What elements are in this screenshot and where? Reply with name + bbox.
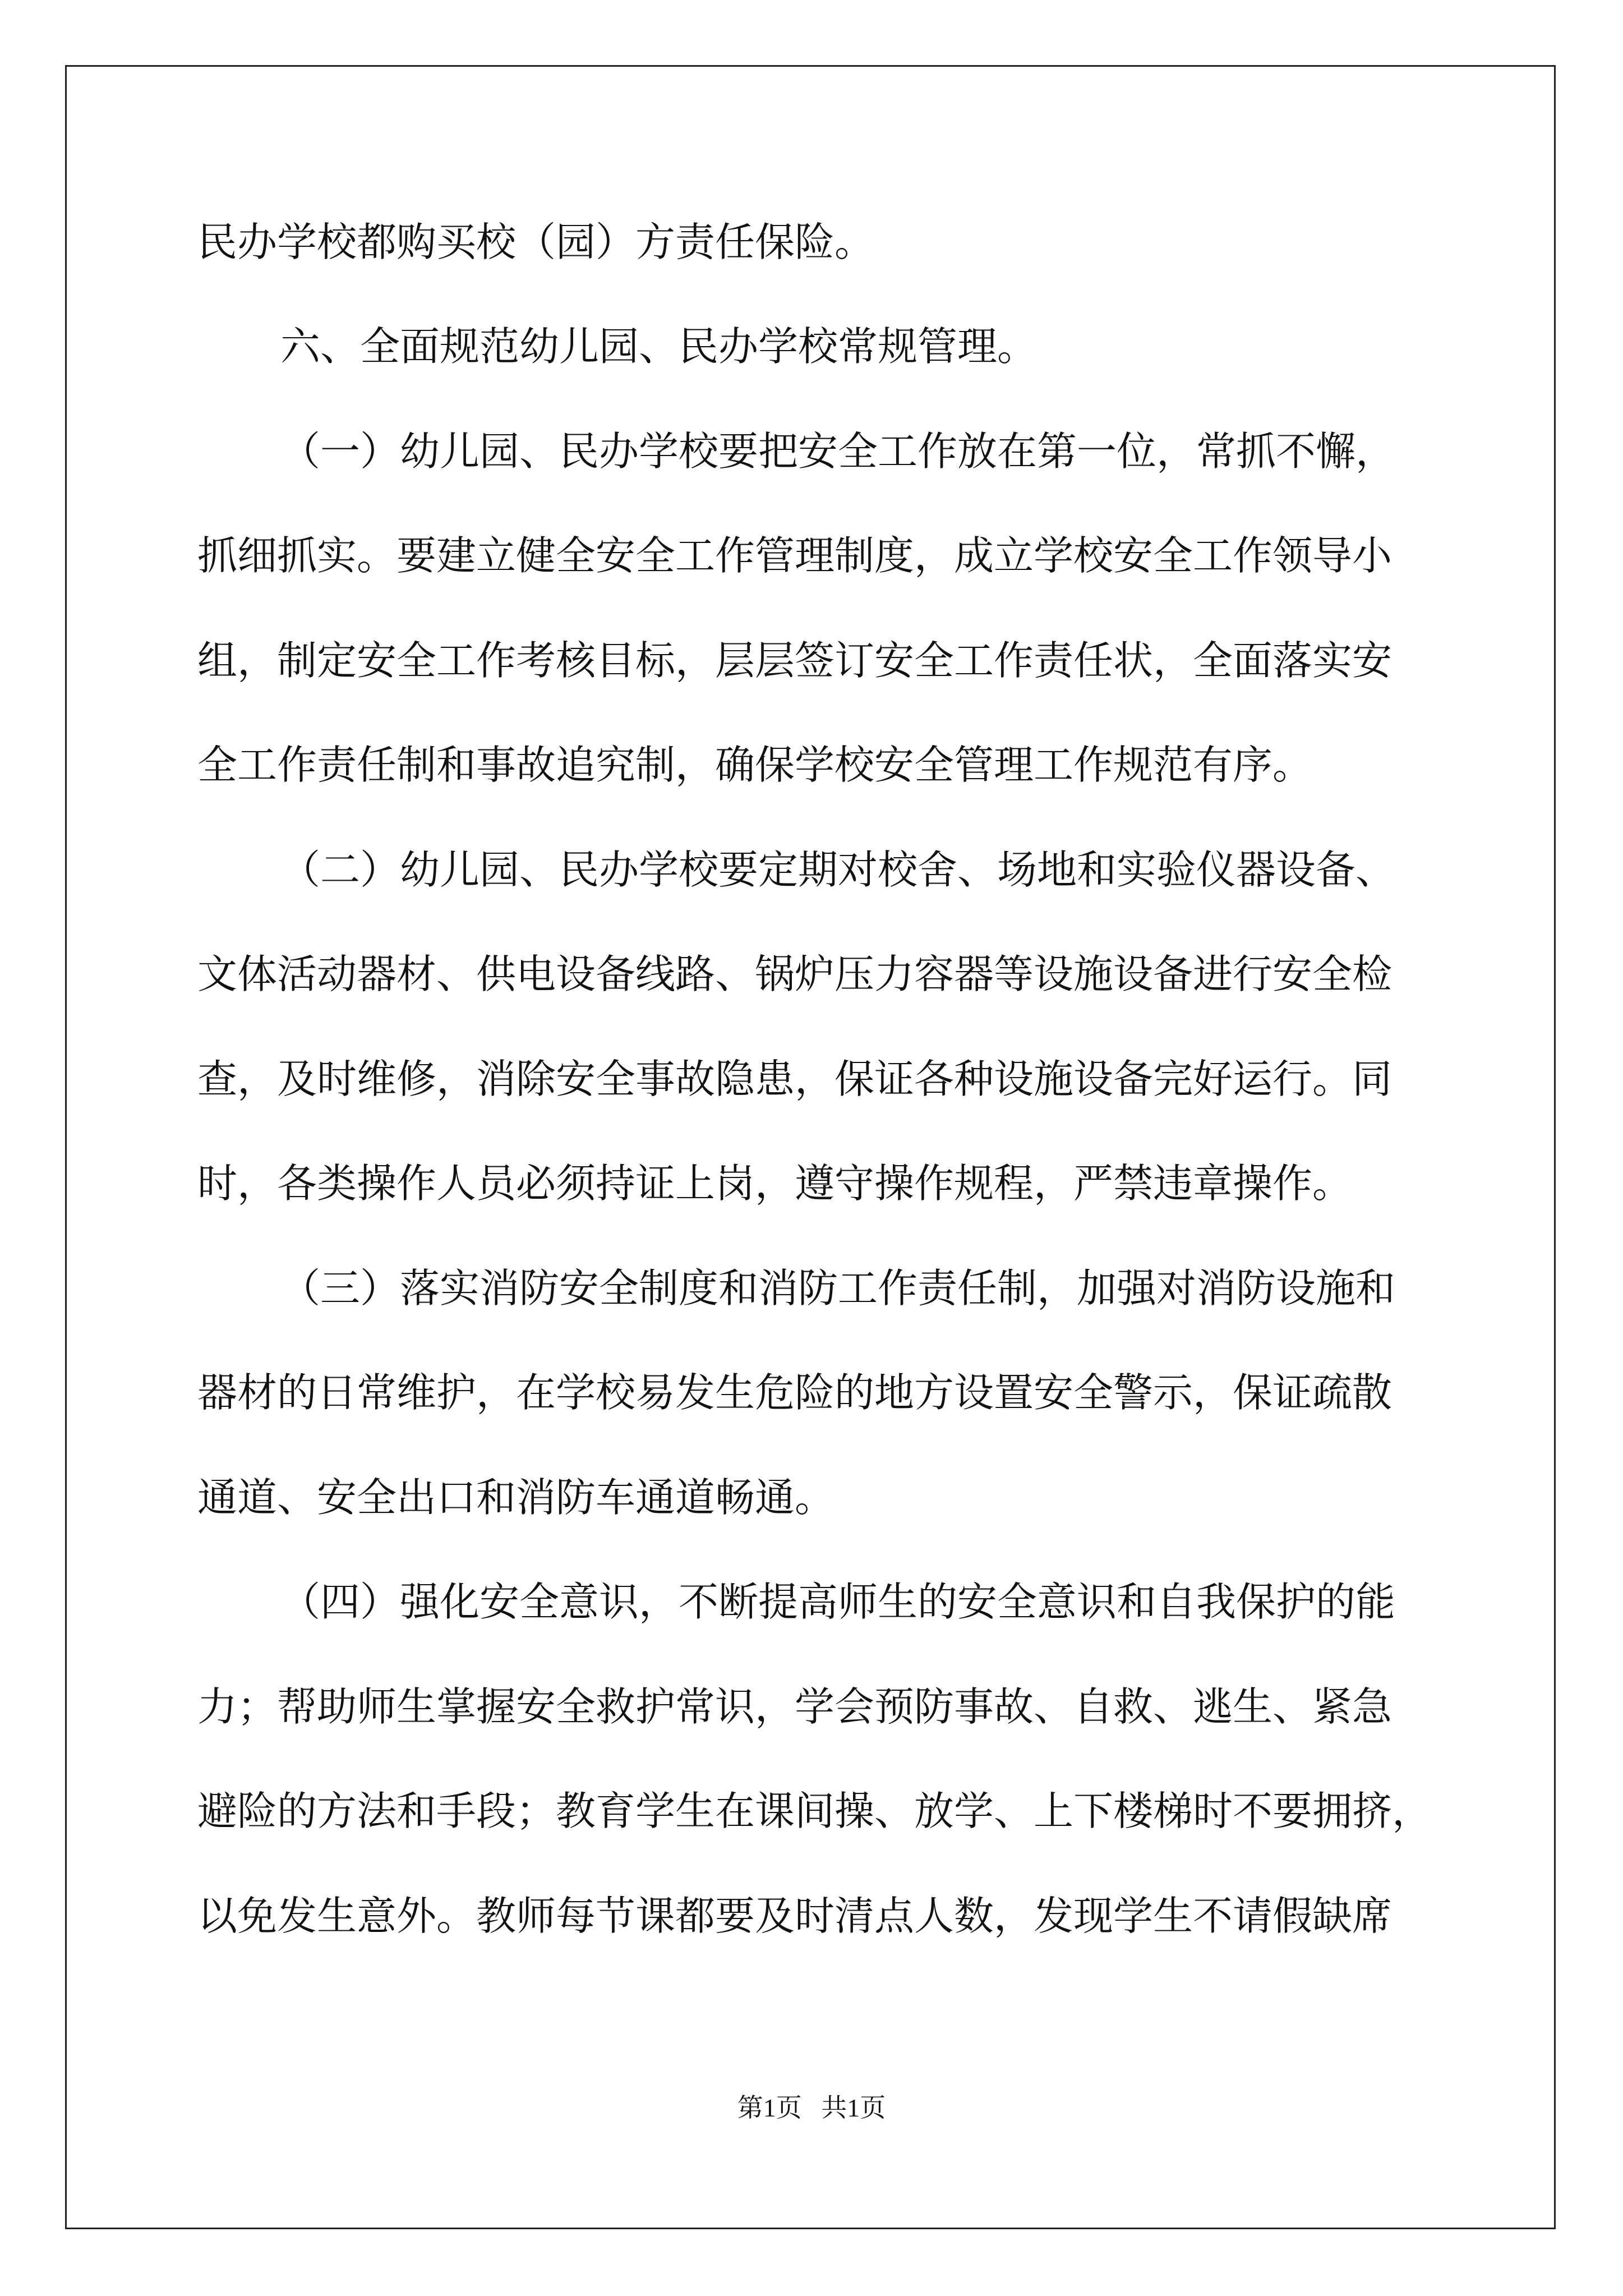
paragraph-line: 力；帮助师生掌握安全救护常识，学会预防事故、自救、逃生、紧急 — [197, 1683, 1393, 1730]
section-heading: 六、全面规范幼儿园、民办学校常规管理。 — [280, 323, 1038, 370]
paragraph-line: 查，及时维修，消除安全事故隐患，保证各种设施设备完好运行。同 — [197, 1056, 1393, 1102]
paragraph-line: 避险的方法和手段；教育学生在课间操、放学、上下楼梯时不要拥挤， — [197, 1788, 1432, 1834]
paragraph-line: 器材的日常维护，在学校易发生危险的地方设置安全警示，保证疏散 — [197, 1369, 1393, 1416]
paragraph-line: 通道、安全出口和消防车通道畅通。 — [197, 1474, 835, 1521]
paragraph-line: 以免发生意外。教师每节课都要及时清点人数，发现学生不请假缺席 — [197, 1893, 1393, 1939]
paragraph-line: 抓细抓实。要建立健全安全工作管理制度，成立学校安全工作领导小 — [197, 532, 1393, 579]
paragraph-line: （三）落实消防安全制度和消防工作责任制，加强对消防设施和 — [280, 1265, 1396, 1312]
paragraph-line: （二）幼儿园、民办学校要定期对校舍、场地和实验仪器设备、 — [280, 846, 1396, 893]
page-footer: 第1页 共1页 — [737, 2093, 886, 2122]
paragraph-line: 时，各类操作人员必须持证上岗，遵守操作规程，严禁违章操作。 — [197, 1160, 1353, 1207]
paragraph-line: 文体活动器材、供电设备线路、锅炉压力容器等设施设备进行安全检 — [197, 951, 1393, 997]
paragraph-line: （四）强化安全意识，不断提高师生的安全意识和自我保护的能 — [280, 1579, 1396, 1625]
paragraph-line: 全工作责任制和事故追究制，确保学校安全管理工作规范有序。 — [197, 742, 1313, 788]
paragraph-line: 民办学校都购买校（园）方责任保险。 — [197, 219, 875, 265]
paragraph-line: 组，制定安全工作考核目标，层层签订安全工作责任状，全面落实安 — [197, 637, 1393, 684]
paragraph-line: （一）幼儿园、民办学校要把安全工作放在第一位，常抓不懈， — [280, 428, 1396, 475]
